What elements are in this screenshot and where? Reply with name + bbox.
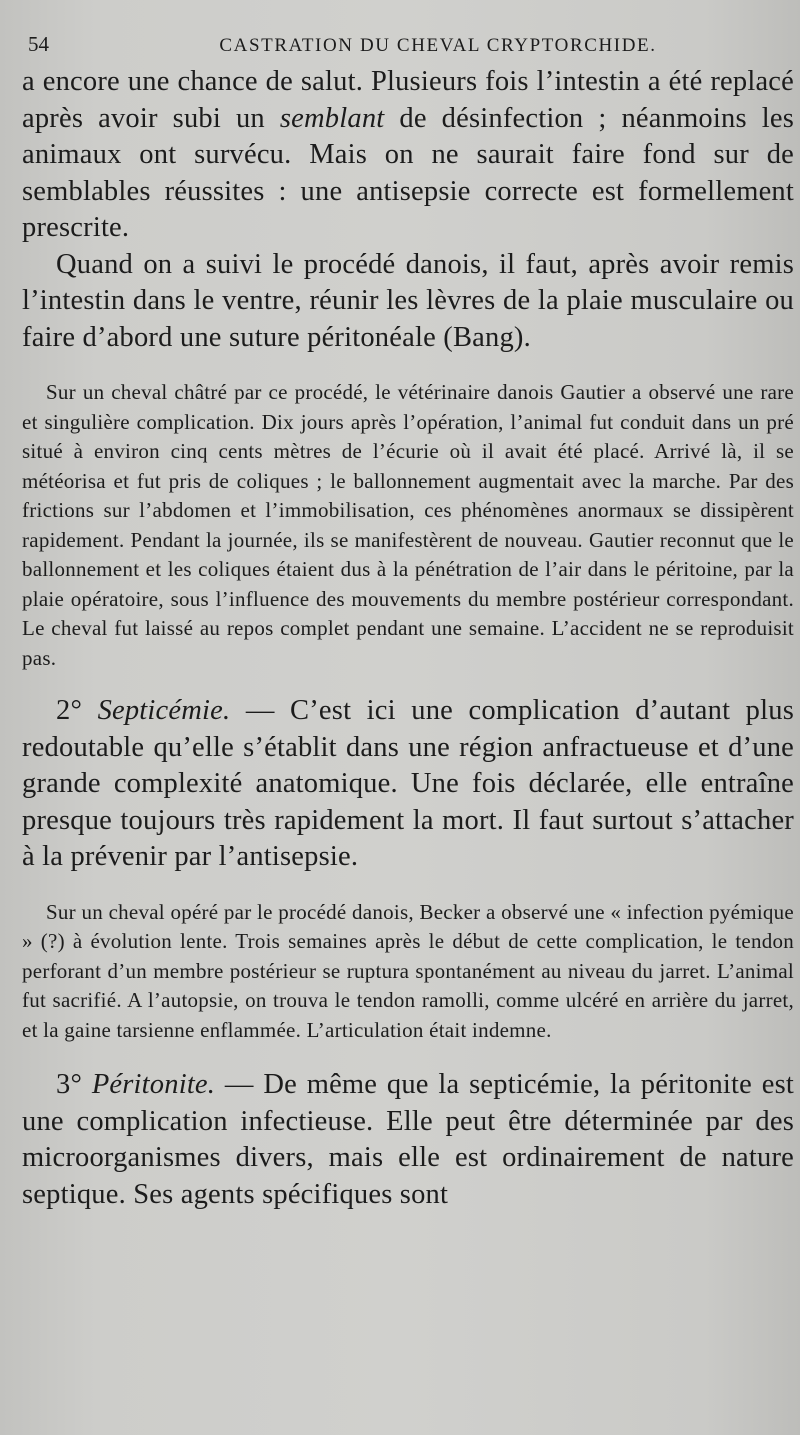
note-becker: Sur un cheval opéré par le procédé danois, Becker a observé une « infection pyémique » (?) à évolution lente. Trois semaines après le début de cette complication, le tendon perforant d’un membre postérieur se ruptura spontanément au niveau du jarret. L’animal fut sacrifié. A l’autopsie, on trouva le tendon ramolli, comme ulcéré en arrière du jarret, et la gaine tarsienne enflammée. L’articulation était indemne.: [22, 899, 794, 1042]
paragraph-text: — C’est ici une complication d’autant plus redoutable qu’elle s’établit dans une région anfractueuse et d’une grande complexité anatomique. Une fois déclarée, elle entraîne presque toujours très rapidement la mort. Il faut surtout s’attacher à la prévenir par l’antisepsie.: [22, 695, 794, 872]
paragraph-text: — De même que la septicémie, la péritonite est une complication infectieuse. Elle peut être déterminée par des microorganismes divers, mais elle est ordinairement de nature septique. Ses agents spécifiques sont: [22, 1069, 794, 1210]
page-number: 54: [28, 32, 49, 56]
section-septicemie: [22, 693, 794, 876]
paragraph-text: a encore une chance de salut. Plusieurs fois l’intestin a été replacé après avoir subi un: [22, 66, 794, 134]
section-peritonite: [22, 1067, 794, 1213]
running-head: [22, 30, 794, 64]
paragraph-intestin: [22, 64, 794, 247]
section-title: Septicémie.: [97, 695, 231, 726]
paragraph-text: de désinfection ; néanmoins les animaux ont survécu. Mais on ne saurait faire fond sur de semblables réussites : une antisepsie correcte est formellement prescrite.: [22, 102, 794, 243]
section-number: 2°: [56, 695, 83, 726]
section-number: 3°: [56, 1069, 83, 1100]
paragraph-procede-danois: Quand on a suivi le procédé danois, il faut, après avoir remis l’intestin dans le ventre, réunir les lèvres de la plaie musculaire ou faire d’abord une suture péritonéale (Bang).: [22, 248, 794, 353]
section-title: Péritonite.: [91, 1069, 216, 1100]
italic-term: semblant: [279, 102, 385, 134]
note-gautier: Sur un cheval châtré par ce procédé, le vétérinaire danois Gautier a observé une rare et singulière complication. Dix jours après l’opération, l’animal fut conduit dans un pré situé à environ cinq cents mètres de l’écurie où il avait été placé. Arrivé là, il se météorisa et fut pris de coliques ; le ballonnement augmentait avec la marche. Par des frictions sur l’abdomen et l’immobilisation, ces phénomènes anormaux se dissipèrent rapidement. Pendant la journée, ils se manifestèrent de nouveau. Gautier reconnut que le ballonnement et les coliques étaient dus à la pénétration de l’air dans le péritoine, par la plaie opératoire, sous l’influence des mouvements du membre postérieur correspondant. Le cheval fut laissé au repos complet pendant une semaine. L’accident ne se reproduisit pas.: [22, 380, 794, 670]
running-title: CASTRATION DU CHEVAL CRYPTORCHIDE.: [219, 35, 657, 56]
